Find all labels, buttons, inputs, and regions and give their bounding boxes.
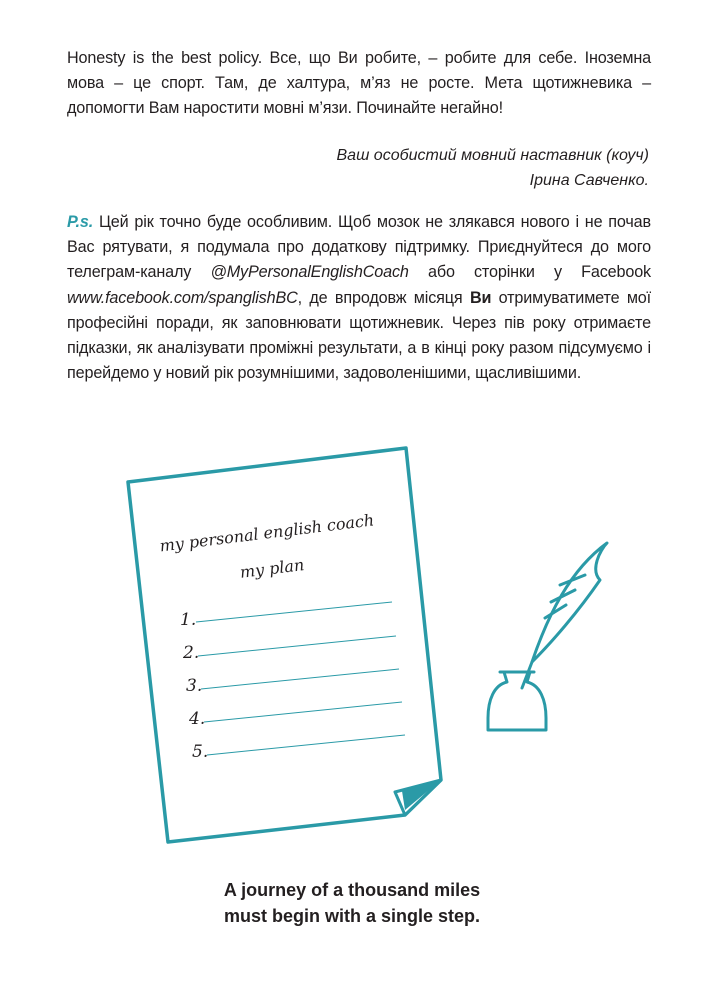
- signature: [337, 143, 650, 193]
- list-number: 1.: [180, 610, 197, 630]
- quote: [0, 877, 704, 929]
- list-number: 2.: [183, 643, 200, 663]
- postscript-bold-word: Ви: [469, 288, 492, 307]
- postscript-paragraph: [67, 210, 651, 386]
- quill-and-inkwell-icon: [488, 543, 607, 730]
- plan-illustration: [0, 430, 704, 870]
- intro-paragraph: Honesty is the best policy. Все, що Ви робите, – робите для себе. Іноземна мова – це спорт. Там, де халтура, м’яз не росте. Мета щотижневика – допомогти Вам наростити мовні м’язи. Починайте негайно!: [67, 49, 651, 118]
- list-number: 5.: [192, 742, 209, 762]
- postscript-label: P.s.: [67, 213, 94, 231]
- telegram-handle: @MyPersonalEnglishCoach: [210, 263, 409, 282]
- sheet-title: my personal english coach: [158, 510, 376, 556]
- postscript-text-2: або сторінки у Facebook: [408, 263, 651, 282]
- list-number: 4.: [189, 709, 206, 729]
- signature-name: Ірина Савченко.: [529, 172, 649, 189]
- list-number: 3.: [186, 676, 203, 696]
- paper-sheet-icon: [128, 448, 441, 842]
- postscript-text-1: Цей рік точно буде особливим. Щоб мозок не злякався нового і не почав Вас рятувати, я подумала про додаткову підтримку. Приєднуйтеся до мого телеграм-каналу: [67, 213, 651, 282]
- facebook-url: www.facebook.com/spanglishBC: [67, 288, 298, 307]
- sheet-subtitle: my plan: [238, 555, 306, 582]
- postscript-text-4: отримуватимете мої професійні поради, як заповнювати щотижневик. Через пів року отримаєте підказки, як аналізувати проміжні результати, а в кінці року разом підсумуємо і перейдемо у новий рік розумнішими, задоволенішими, щасливішими.: [67, 288, 651, 383]
- postscript-text-3: , де впродовж місяця: [297, 288, 470, 307]
- quote-line-1: A journey of a thousand miles: [223, 880, 481, 900]
- quote-line-2: must begin with a single step.: [223, 906, 481, 926]
- signature-role: Ваш особистий мовний наставник (коуч): [336, 147, 649, 164]
